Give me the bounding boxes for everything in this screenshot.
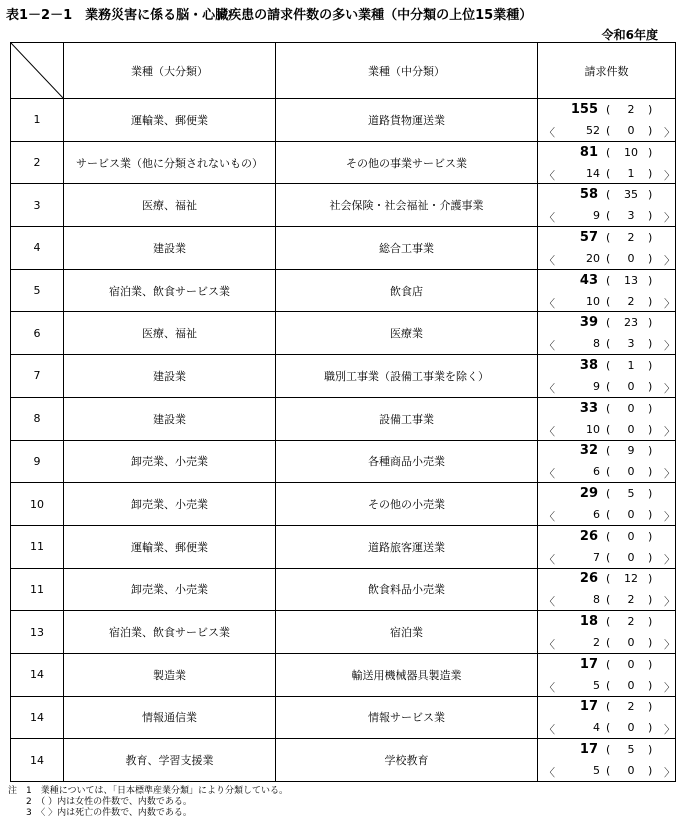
women-claims: 5 — [627, 743, 635, 757]
death-claims: 8 — [593, 593, 600, 607]
women-claims: 2 — [627, 230, 635, 244]
women-claims: 2 — [627, 615, 635, 629]
total-claims: 33 — [579, 400, 598, 416]
rank-cell: 9 — [11, 440, 64, 483]
death-claims: 20 — [586, 251, 600, 265]
paren-open: ( — [606, 358, 611, 372]
women-claims: 35 — [624, 188, 638, 202]
total-claims: 17 — [579, 742, 598, 758]
total-claims: 17 — [579, 699, 598, 715]
paren-close: ) — [648, 636, 653, 650]
major-category-cell: 運輸業、郵便業 — [64, 99, 276, 142]
death-claims: 4 — [593, 721, 600, 735]
paren-close: ) — [648, 379, 653, 393]
paren-close: ) — [648, 615, 653, 629]
death-women-claims: 0 — [627, 636, 635, 650]
death-women-claims: 0 — [627, 508, 635, 522]
paren-open: ( — [606, 615, 611, 629]
paren-close: ) — [648, 678, 653, 692]
table-row — [11, 568, 676, 611]
major-category-cell: サービス業（他に分類されないもの） — [64, 141, 276, 184]
paren-open: ( — [606, 721, 611, 735]
diagonal-line — [11, 43, 63, 98]
table-row — [11, 269, 676, 312]
angle-close: 〉 — [664, 510, 675, 524]
total-claims: 57 — [579, 229, 598, 245]
angle-open: 〈 — [544, 381, 555, 395]
death-women-claims: 0 — [627, 123, 635, 137]
death-claims: 5 — [593, 678, 600, 692]
rank-cell: 11 — [11, 525, 64, 568]
table-row — [11, 696, 676, 739]
middle-category-cell: 情報サービス業 — [276, 696, 538, 739]
paren-open: ( — [606, 593, 611, 607]
rank-cell: 3 — [11, 184, 64, 227]
death-women-claims: 0 — [627, 251, 635, 265]
major-category-cell: 教育、学習支援業 — [64, 739, 276, 782]
rank-cell: 8 — [11, 397, 64, 440]
paren-close: ) — [648, 209, 653, 223]
rank-cell: 14 — [11, 653, 64, 696]
table-row — [11, 184, 676, 227]
middle-category-cell: 道路貨物運送業 — [276, 99, 538, 142]
death-women-claims: 0 — [627, 422, 635, 436]
total-claims: 18 — [579, 614, 598, 630]
death-women-claims: 3 — [627, 337, 635, 351]
angle-open: 〈 — [544, 467, 555, 481]
footnote-3: 3 〈 〉内は死亡の件数で、内数である。 — [8, 808, 192, 818]
paren-close: ) — [648, 721, 653, 735]
table-row — [11, 99, 676, 142]
header-row — [11, 43, 676, 99]
women-claims: 10 — [624, 145, 638, 159]
paren-close: ) — [648, 422, 653, 436]
table-row — [11, 312, 676, 355]
women-claims: 1 — [627, 358, 635, 372]
paren-close: ) — [648, 337, 653, 351]
angle-close: 〉 — [664, 680, 675, 694]
death-claims: 9 — [593, 209, 600, 223]
angle-open: 〈 — [544, 168, 555, 182]
middle-category-cell: 社会保険・社会福祉・介護事業 — [276, 184, 538, 227]
paren-close: ) — [648, 444, 653, 458]
paren-open: ( — [606, 465, 611, 479]
paren-open: ( — [606, 422, 611, 436]
claim-count-cell — [538, 397, 676, 440]
paren-close: ) — [648, 230, 653, 244]
paren-open: ( — [606, 230, 611, 244]
table-row — [11, 483, 676, 526]
death-claims: 7 — [593, 550, 600, 564]
table-body — [11, 99, 676, 782]
paren-open: ( — [606, 209, 611, 223]
death-claims: 2 — [593, 636, 600, 650]
table-title: 表1－2－1 業務災害に係る脳・心臓疾患の請求件数の多い業種（中分類の上位15業種） — [6, 8, 533, 23]
paren-close: ) — [648, 657, 653, 671]
angle-close: 〉 — [664, 638, 675, 652]
angle-close: 〉 — [664, 381, 675, 395]
women-claims: 0 — [627, 529, 635, 543]
death-claims: 52 — [586, 123, 600, 137]
paren-close: ) — [648, 401, 653, 415]
rank-cell: 11 — [11, 568, 64, 611]
angle-open: 〈 — [544, 125, 555, 139]
paren-close: ) — [648, 508, 653, 522]
angle-close: 〉 — [664, 296, 675, 310]
angle-close: 〉 — [664, 723, 675, 737]
claim-count-cell — [538, 141, 676, 184]
paren-open: ( — [606, 316, 611, 330]
death-claims: 9 — [593, 379, 600, 393]
middle-category-cell: 設備工事業 — [276, 397, 538, 440]
claim-count-cell — [538, 483, 676, 526]
table-row — [11, 653, 676, 696]
middle-category-cell: 学校教育 — [276, 739, 538, 782]
paren-close: ) — [648, 273, 653, 287]
total-claims: 38 — [579, 357, 598, 373]
paren-open: ( — [606, 102, 611, 116]
paren-open: ( — [606, 508, 611, 522]
fiscal-year-label: 令和6年度 — [601, 28, 658, 42]
header-claim-count: 請求件数 — [538, 43, 676, 99]
paren-close: ) — [648, 251, 653, 265]
angle-open: 〈 — [544, 211, 555, 225]
paren-open: ( — [606, 294, 611, 308]
rank-cell: 6 — [11, 312, 64, 355]
women-claims: 23 — [624, 316, 638, 330]
middle-category-cell: 医療業 — [276, 312, 538, 355]
major-category-cell: 卸売業、小売業 — [64, 568, 276, 611]
death-women-claims: 0 — [627, 550, 635, 564]
claim-count-cell — [538, 227, 676, 270]
paren-close: ) — [648, 572, 653, 586]
major-category-cell: 建設業 — [64, 355, 276, 398]
major-category-cell: 宿泊業、飲食サービス業 — [64, 269, 276, 312]
claim-count-cell — [538, 269, 676, 312]
table-row — [11, 525, 676, 568]
paren-close: ) — [648, 294, 653, 308]
paren-open: ( — [606, 379, 611, 393]
angle-open: 〈 — [544, 424, 555, 438]
rank-cell: 14 — [11, 696, 64, 739]
paren-open: ( — [606, 337, 611, 351]
death-women-claims: 0 — [627, 764, 635, 778]
major-category-cell: 建設業 — [64, 227, 276, 270]
paren-close: ) — [648, 529, 653, 543]
angle-close: 〉 — [664, 424, 675, 438]
paren-close: ) — [648, 123, 653, 137]
angle-open: 〈 — [544, 510, 555, 524]
table-row — [11, 355, 676, 398]
angle-open: 〈 — [544, 766, 555, 780]
total-claims: 43 — [579, 272, 598, 288]
middle-category-cell: 飲食料品小売業 — [276, 568, 538, 611]
angle-close: 〉 — [664, 467, 675, 481]
rank-cell: 4 — [11, 227, 64, 270]
rank-cell: 14 — [11, 739, 64, 782]
death-women-claims: 2 — [627, 593, 635, 607]
paren-open: ( — [606, 657, 611, 671]
angle-close: 〉 — [664, 168, 675, 182]
rank-cell: 13 — [11, 611, 64, 654]
claim-count-cell — [538, 653, 676, 696]
paren-open: ( — [606, 145, 611, 159]
major-category-cell: 運輸業、郵便業 — [64, 525, 276, 568]
major-category-cell: 製造業 — [64, 653, 276, 696]
rank-cell: 1 — [11, 99, 64, 142]
corner-diagonal-cell — [11, 43, 64, 99]
paren-close: ) — [648, 764, 653, 778]
angle-close: 〉 — [664, 339, 675, 353]
angle-close: 〉 — [664, 595, 675, 609]
paren-open: ( — [606, 487, 611, 501]
paren-open: ( — [606, 166, 611, 180]
major-category-cell: 医療、福祉 — [64, 312, 276, 355]
paren-open: ( — [606, 273, 611, 287]
middle-category-cell: 飲食店 — [276, 269, 538, 312]
rank-cell: 10 — [11, 483, 64, 526]
paren-open: ( — [606, 700, 611, 714]
angle-open: 〈 — [544, 595, 555, 609]
claim-count-cell — [538, 440, 676, 483]
claim-count-cell — [538, 99, 676, 142]
angle-open: 〈 — [544, 296, 555, 310]
paren-close: ) — [648, 487, 653, 501]
header-middle-category: 業種（中分類） — [276, 43, 538, 99]
claim-count-cell — [538, 312, 676, 355]
paren-close: ) — [648, 188, 653, 202]
death-women-claims: 1 — [627, 166, 635, 180]
footnotes — [8, 786, 288, 819]
paren-open: ( — [606, 529, 611, 543]
major-category-cell: 建設業 — [64, 397, 276, 440]
claim-count-cell — [538, 355, 676, 398]
total-claims: 29 — [579, 486, 598, 502]
claim-count-cell — [538, 184, 676, 227]
paren-open: ( — [606, 550, 611, 564]
paren-close: ) — [648, 593, 653, 607]
middle-category-cell: その他の事業サービス業 — [276, 141, 538, 184]
angle-close: 〉 — [664, 552, 675, 566]
women-claims: 12 — [624, 572, 638, 586]
footnote-2: 2 （ ）内は女性の件数で、内数である。 — [8, 797, 192, 807]
middle-category-cell: 道路旅客運送業 — [276, 525, 538, 568]
women-claims: 2 — [627, 102, 635, 116]
total-claims: 39 — [579, 315, 598, 331]
women-claims: 5 — [627, 487, 635, 501]
women-claims: 2 — [627, 700, 635, 714]
rank-cell: 7 — [11, 355, 64, 398]
middle-category-cell: 宿泊業 — [276, 611, 538, 654]
paren-close: ) — [648, 743, 653, 757]
death-claims: 8 — [593, 337, 600, 351]
women-claims: 13 — [624, 273, 638, 287]
death-claims: 5 — [593, 764, 600, 778]
death-claims: 6 — [593, 508, 600, 522]
claim-count-cell — [538, 739, 676, 782]
paren-close: ) — [648, 316, 653, 330]
paren-close: ) — [648, 550, 653, 564]
paren-open: ( — [606, 743, 611, 757]
paren-open: ( — [606, 401, 611, 415]
angle-open: 〈 — [544, 253, 555, 267]
angle-open: 〈 — [544, 723, 555, 737]
angle-open: 〈 — [544, 552, 555, 566]
table-row — [11, 227, 676, 270]
rank-cell: 5 — [11, 269, 64, 312]
middle-category-cell: 職別工事業（設備工事業を除く） — [276, 355, 538, 398]
claim-count-cell — [538, 611, 676, 654]
death-claims: 10 — [586, 294, 600, 308]
table-row — [11, 440, 676, 483]
death-women-claims: 0 — [627, 678, 635, 692]
paren-open: ( — [606, 764, 611, 778]
total-claims: 26 — [579, 528, 598, 544]
total-claims: 17 — [579, 656, 598, 672]
total-claims: 81 — [579, 144, 598, 160]
claims-table — [10, 42, 676, 782]
angle-open: 〈 — [544, 680, 555, 694]
claim-count-cell — [538, 696, 676, 739]
major-category-cell: 情報通信業 — [64, 696, 276, 739]
total-claims: 32 — [579, 443, 598, 459]
major-category-cell: 卸売業、小売業 — [64, 440, 276, 483]
angle-close: 〉 — [664, 125, 675, 139]
death-women-claims: 0 — [627, 379, 635, 393]
middle-category-cell: 総合工事業 — [276, 227, 538, 270]
angle-open: 〈 — [544, 638, 555, 652]
paren-close: ) — [648, 145, 653, 159]
total-claims: 26 — [579, 571, 598, 587]
table-row — [11, 739, 676, 782]
women-claims: 0 — [627, 657, 635, 671]
paren-close: ) — [648, 166, 653, 180]
death-claims: 6 — [593, 465, 600, 479]
death-women-claims: 0 — [627, 465, 635, 479]
paren-close: ) — [648, 465, 653, 479]
paren-close: ) — [648, 102, 653, 116]
paren-close: ) — [648, 358, 653, 372]
death-women-claims: 2 — [627, 294, 635, 308]
major-category-cell: 卸売業、小売業 — [64, 483, 276, 526]
major-category-cell: 宿泊業、飲食サービス業 — [64, 611, 276, 654]
middle-category-cell: 輸送用機械器具製造業 — [276, 653, 538, 696]
death-women-claims: 3 — [627, 209, 635, 223]
claim-count-cell — [538, 525, 676, 568]
major-category-cell: 医療、福祉 — [64, 184, 276, 227]
middle-category-cell: 各種商品小売業 — [276, 440, 538, 483]
table-row — [11, 611, 676, 654]
middle-category-cell: その他の小売業 — [276, 483, 538, 526]
death-claims: 14 — [586, 166, 600, 180]
women-claims: 0 — [627, 401, 635, 415]
death-women-claims: 0 — [627, 721, 635, 735]
angle-close: 〉 — [664, 211, 675, 225]
paren-open: ( — [606, 444, 611, 458]
death-claims: 10 — [586, 422, 600, 436]
footnote-1: 注 1 業種については、「日本標準産業分類」により分類している。 — [8, 786, 289, 796]
women-claims: 9 — [627, 444, 635, 458]
angle-close: 〉 — [664, 253, 675, 267]
rank-cell: 2 — [11, 141, 64, 184]
paren-open: ( — [606, 572, 611, 586]
table-row — [11, 397, 676, 440]
paren-open: ( — [606, 123, 611, 137]
header-major-category: 業種（大分類） — [64, 43, 276, 99]
total-claims: 155 — [570, 101, 598, 117]
claim-count-cell — [538, 568, 676, 611]
paren-open: ( — [606, 251, 611, 265]
total-claims: 58 — [579, 187, 598, 203]
paren-open: ( — [606, 636, 611, 650]
angle-close: 〉 — [664, 766, 675, 780]
angle-open: 〈 — [544, 339, 555, 353]
paren-close: ) — [648, 700, 653, 714]
paren-open: ( — [606, 188, 611, 202]
paren-open: ( — [606, 678, 611, 692]
table-row — [11, 141, 676, 184]
